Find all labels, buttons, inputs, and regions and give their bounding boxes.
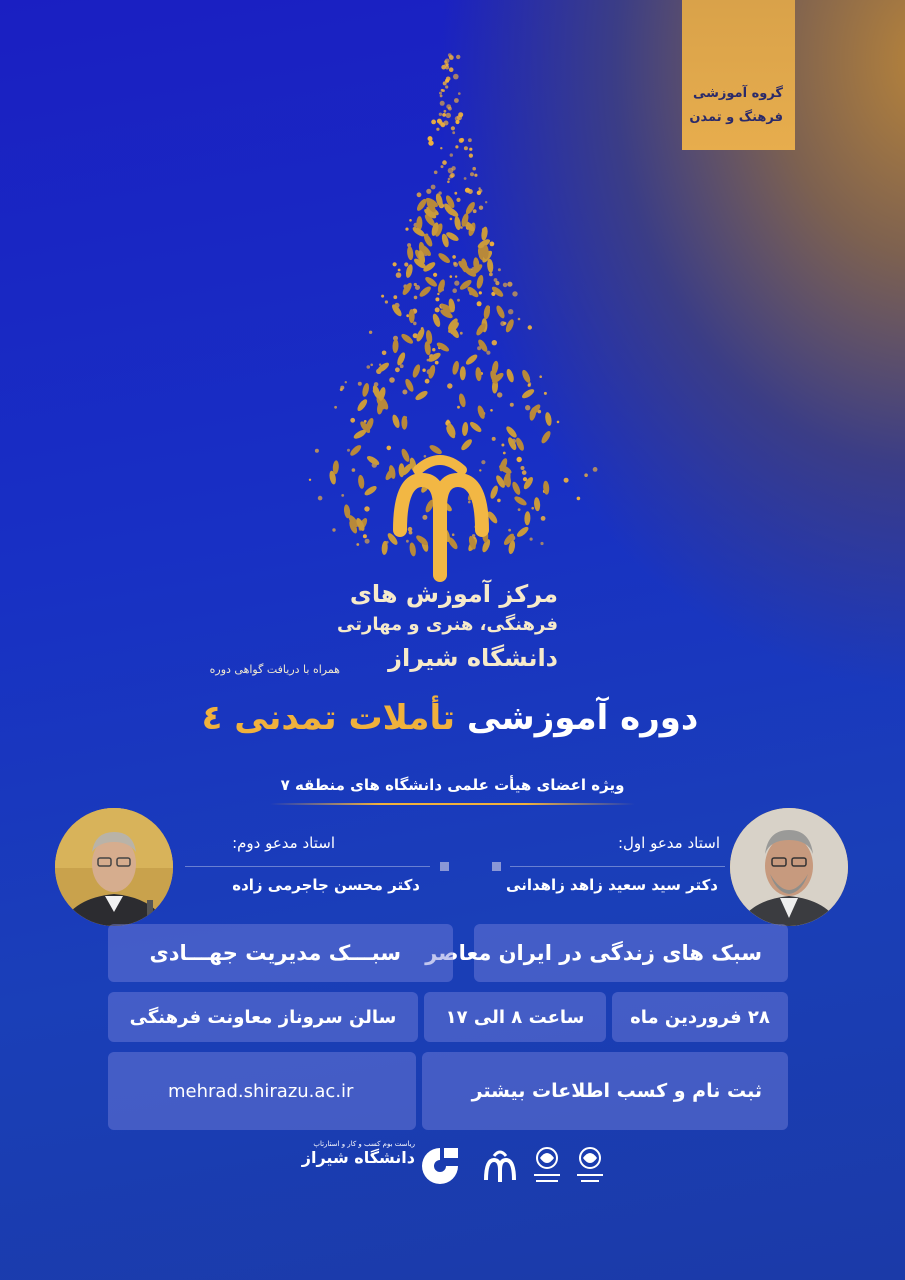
logo-line-3: دانشگاه شیراز [388, 644, 558, 672]
speaker1-label: استاد مدعو اول: [617, 834, 720, 852]
speaker2-avatar [55, 808, 173, 926]
center-logo [337, 580, 558, 680]
date-box [612, 992, 788, 1042]
footer-logos [280, 1140, 610, 1200]
venue-box [108, 992, 418, 1042]
course-title [150, 698, 750, 738]
speaker1-name: دکتر سید سعید زاهد زاهدانی [506, 876, 718, 894]
event-time: ساعت ۸ الی ۱۷ [445, 1006, 585, 1028]
speaker2-label: استاد مدعو دوم: [232, 834, 335, 852]
footer-logo-subtitle: ریاست بوم کسب و کار و استارتاپ [313, 1140, 415, 1148]
speaker1-divider [510, 866, 725, 867]
event-venue: سالن سروناز معاونت فرهنگی [129, 1006, 397, 1028]
course-subtitle: ویژه اعضای هیأت علمی دانشگاه های منطقه ۷ [280, 776, 625, 794]
speaker2-name: دکتر محسن جاجرمی زاده [232, 876, 420, 894]
logo-line-2: فرهنگی، هنری و مهارتی [337, 614, 558, 635]
subtitle-underline [270, 803, 635, 805]
certificate-note: همراه با دریافت گواهی دوره [209, 663, 340, 676]
register-label: ثبت نام و کسب اطلاعات بیشتر [471, 1080, 762, 1102]
corner-line-2: فرهنگ و تمدن [689, 110, 783, 125]
time-box [424, 992, 606, 1042]
logo-line-1: مرکز آموزش های [349, 580, 558, 608]
register-url-link[interactable]: mehrad.shirazu.ac.ir [168, 1080, 354, 1102]
register-url-box[interactable] [108, 1052, 416, 1130]
corner-line-1: گروه آموزشی [692, 86, 783, 101]
speaker1-topic: سبک های زندگی در ایران معاصر [425, 941, 762, 965]
speaker2-topic-box [108, 924, 453, 982]
mehrad-logo-icon [480, 1146, 520, 1186]
speaker1-square-icon [492, 862, 501, 871]
speaker2-topic: سبـــک مدیریت جهـــادی [149, 941, 401, 965]
course-title-part1: دوره آموزشی [466, 698, 699, 738]
footer-logo-title: دانشگاه شیراز [301, 1148, 415, 1167]
speaker1-avatar [730, 808, 848, 926]
course-title-part2: تأملات تمدنی ٤ [201, 698, 456, 738]
speaker2-square-icon [440, 862, 449, 871]
tree-emblem-icon [300, 50, 600, 610]
university-emblem-icon [530, 1144, 564, 1190]
speaker2-divider [185, 866, 430, 867]
register-label-box [422, 1052, 788, 1130]
event-date: ۲۸ فروردین ماه [630, 1006, 770, 1028]
speaker1-topic-box [425, 924, 788, 982]
corner-badge [682, 0, 795, 150]
startup-logo-icon [418, 1144, 462, 1188]
cultural-deputy-emblem-icon [573, 1144, 607, 1190]
